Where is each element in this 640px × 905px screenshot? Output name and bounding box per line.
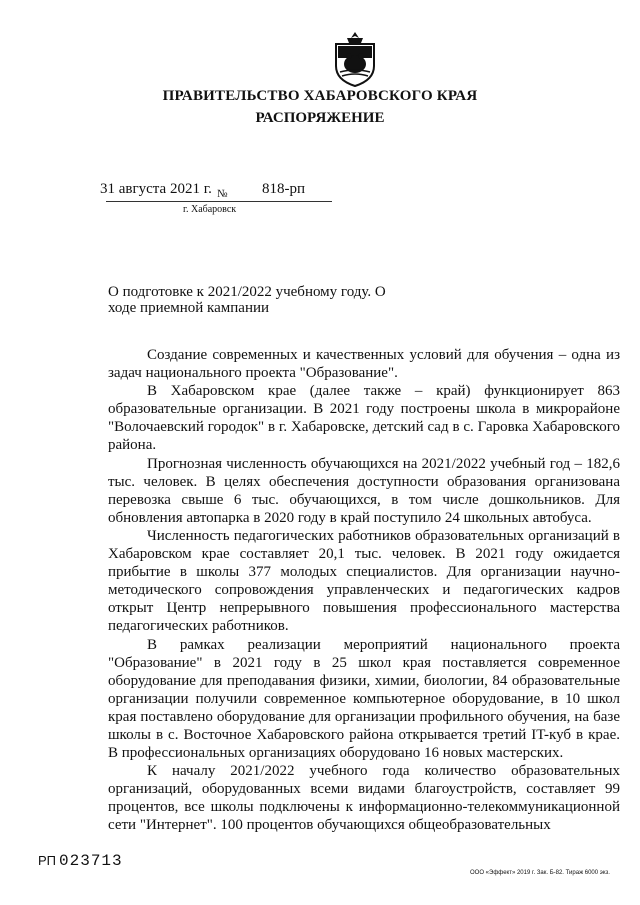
document-subject: О подготовке к 2021/2022 учебному году. О ходе приемной кампании	[108, 284, 386, 316]
form-code-number: 023713	[59, 852, 123, 870]
number-underline	[234, 201, 332, 202]
body-paragraph: В Хабаровском крае (далее также – край) функционирует 863 образовательные организации. В 2021 году построены школа в микрорайоне "Волочаевский городок" в г. Хабаровске, детский сад в с. Гаровка Хабаровского района.	[108, 383, 620, 454]
body-paragraph: Прогнозная численность обучающихся на 2021/2022 учебный год – 182,6 тыс. человек. В целях обеспечения доступности образования организована перевозка свыше 6 тыс. обучающихся, в том числе дошкольников. Для обновления автопарка в 2020 году в край поступило 24 школьных автобуса.	[108, 455, 620, 526]
document-body	[108, 346, 620, 835]
document-number: 818-рп	[262, 181, 306, 197]
body-paragraph: К началу 2021/2022 учебного года количество образовательных организаций, оборудованных всеми видами благоустройств, составляет 99 процентов, все школы подключены к информационно-телекоммуникационной сети "Интернет". 100 процентов обучающихся общеобразовательных	[108, 763, 620, 834]
body-paragraph: Создание современных и качественных условий для обучения – одна из задач национального проекта "Образование".	[108, 347, 620, 382]
document-type: РАСПОРЯЖЕНИЕ	[255, 110, 385, 126]
issue-city: г. Хабаровск	[183, 204, 237, 215]
date-underline	[106, 201, 234, 202]
printer-note: ООО «Эффект» 2019 г. Зак. Б-82. Тираж 6000 экз.	[470, 870, 610, 876]
form-serial-code	[38, 852, 123, 870]
body-paragraph: В рамках реализации мероприятий национального проекта "Образование" в 2021 году в 25 школ края поставляется современное оборудование для преподавания физики, химии, биологии, 84 образовательные организации получили современное компьютерное оборудование, в 10 школ края поставлено оборудование для организации профильного обучения, на базе школы в с. Восточное Хабаровского района открывается третий IT-куб в крае. В профессиональных организациях оборудовано 16 новых мастерских.	[108, 636, 620, 762]
body-paragraph: Численность педагогических работников образовательных организаций в Хабаровском крае составляет 20,1 тыс. человек. В 2021 году ожидается прибытие в школы 377 молодых специалистов. Для организации научно-методического сопровождения управленческих и педагогических кадров открыт Центр непрерывного повышения профессионального мастерства педагогических работников.	[108, 527, 620, 635]
coat-of-arms-icon	[330, 30, 380, 88]
number-sign: №	[217, 188, 228, 200]
document-date: 31 августа 2021 г.	[100, 181, 212, 197]
government-title: ПРАВИТЕЛЬСТВО ХАБАРОВСКОГО КРАЯ	[162, 88, 478, 104]
form-code-label: РП	[38, 853, 57, 868]
